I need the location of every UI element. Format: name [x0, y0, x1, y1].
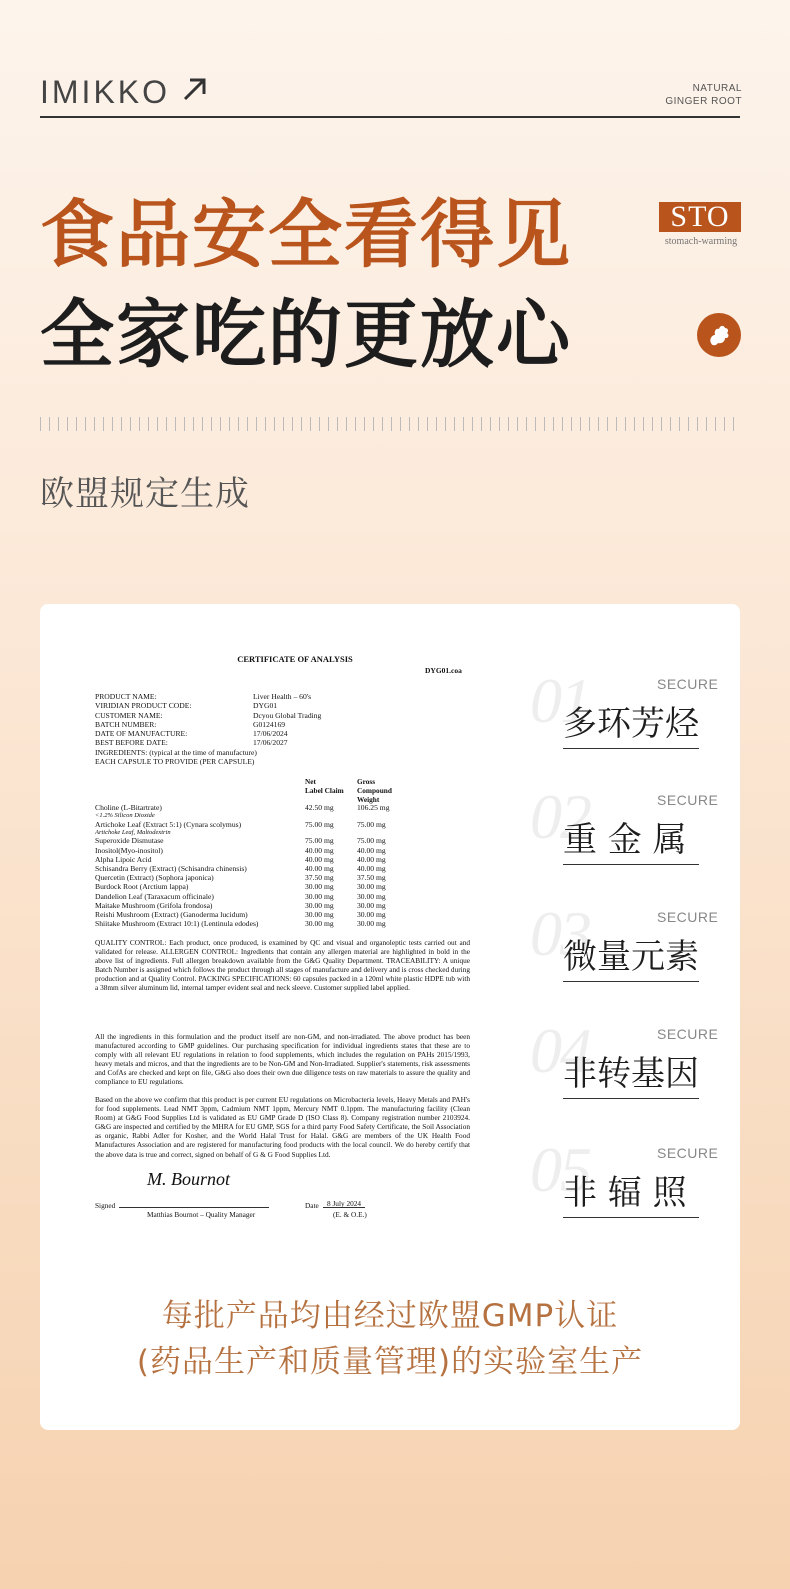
brand-logo: IMIKKO	[40, 74, 171, 110]
col-net-2: Label Claim	[305, 786, 344, 795]
ingredient-name: Reishi Mushroom (Extract) (Ganoderma lucidum)	[95, 909, 248, 919]
eu-compliance-text: Based on the above we confirm that this product is per current EU regulations on Microbacteria levels, Heavy Metals and PAH's for food supplements. Lead NMT 3ppm, Cadmium NMT 1ppm, Mercury NMT 0.1ppm. The manufacturing facility (Clean Room) at G&G Food Supplies Ltd is validated as EU GMP Grade D (ISO Class 8). Company registration number 2103924. G&G are inspected and certified by the MHRA for EU GMP, SGS for a third party Food Safety Certificate, the Soil Association as organic, Rabbi Adler for Kosher, and the World Halal Trust for Halal. G&G are members of the UK Health Food Manufactures Association and are registered for manufacturing food products with the local council. We do hereby certify that the above data is true and correct, signed on behalf of G & G Food Supplies Ltd.	[95, 1095, 470, 1159]
secure-item-label: SECURE	[657, 909, 719, 925]
net-label-claim: 40.00 mg	[305, 845, 334, 855]
table-row	[95, 803, 475, 812]
ingredient-name: Schisandra Berry (Extract) (Schisandra chinensis)	[95, 863, 247, 873]
field-key: DATE OF MANUFACTURE:	[95, 729, 188, 739]
table-row	[95, 873, 475, 882]
table-row	[95, 901, 475, 910]
secure-item-label: SECURE	[657, 792, 719, 808]
col-net: Net	[305, 777, 316, 786]
signature-line	[119, 1207, 269, 1208]
field-key: CUSTOMER NAME:	[95, 710, 163, 720]
gross-weight: 106.25 mg	[357, 803, 390, 812]
ingredient-note: Artichoke Leaf, Maltodextrin	[95, 828, 171, 836]
signed-label: Signed	[95, 1201, 116, 1210]
secure-item-number: 03	[530, 898, 590, 969]
net-label-claim: 40.00 mg	[305, 863, 334, 873]
field-value: 17/06/2027	[253, 738, 288, 748]
sto-badge: STO	[659, 202, 741, 232]
headline-line1: 食品安全看得见	[40, 192, 572, 278]
field-value: DYG01	[253, 701, 278, 711]
gmp-statement-text: All the ingredients in this formulation and the product itself are non-GM, and non-irradiated. The above product has been manufactured according to GMP guidelines. Our purchasing specification for individual ingredients states that these are to comply with all relevant EU regulations in relation to food supplements, which includes the regulation on PAHs 2015/1993, heavy metals and micros, and that the ingredients are to be Non-GM and Non-Irradiated. Supplier's statements, risk assessments and CofAs are checked and kept on file, G&G also does their own due diligence tests on raw materials to assure the quality and compliance to EU regulations.	[95, 1032, 470, 1087]
gross-weight: 30.00 mg	[357, 909, 386, 919]
secure-item-number: 01	[530, 665, 590, 736]
secure-item-underline	[563, 1217, 699, 1218]
secure-item-label: SECURE	[657, 676, 719, 692]
gross-weight: 30.00 mg	[357, 900, 386, 910]
ingredient-name: Choline (L-Bitartrate)	[95, 803, 162, 812]
secure-item-underline	[563, 864, 699, 865]
table-row	[95, 864, 475, 873]
field-value: G0124169	[253, 719, 286, 729]
date-value: 8 July 2024	[327, 1199, 362, 1208]
ingredient-name: Inositol(Myo-inositol)	[95, 845, 163, 855]
table-row	[95, 919, 475, 928]
gross-weight: 75.00 mg	[357, 819, 386, 829]
certificate-title: CERTIFICATE OF ANALYSIS	[237, 654, 353, 664]
net-label-claim: 40.00 mg	[305, 854, 334, 864]
field-value: 17/06/2024	[253, 729, 288, 739]
bottom-text-line2: (药品生产和质量管理)的实验室生产	[136, 1344, 644, 1380]
eoe-note: (E. & O.E.)	[333, 1210, 367, 1219]
col-gross-2: Compound Weight	[357, 786, 392, 804]
secure-item	[530, 781, 720, 900]
ingredient-note: <1.2% Silicon Dioxide	[95, 812, 155, 820]
gross-weight: 75.00 mg	[357, 836, 386, 846]
net-label-claim: 75.00 mg	[305, 836, 334, 846]
table-row	[95, 846, 475, 855]
secure-item-text: 重 金 属	[563, 820, 687, 860]
field-key: BEST BEFORE DATE:	[95, 738, 168, 748]
table-row	[95, 836, 475, 845]
field-key: VIRIDIAN PRODUCT CODE:	[95, 701, 192, 711]
net-label-claim: 30.00 mg	[305, 919, 334, 929]
ginger-icon	[697, 313, 741, 357]
bottom-text-line1: 每批产品均由经过欧盟GMP认证	[161, 1298, 619, 1334]
arrow-up-right-icon	[182, 76, 208, 102]
net-label-claim: 30.00 mg	[305, 900, 334, 910]
table-row	[95, 855, 475, 864]
gross-weight: 40.00 mg	[357, 854, 386, 864]
secure-item-underline	[563, 1098, 699, 1099]
gross-weight: 40.00 mg	[357, 845, 386, 855]
certificate-field-row	[95, 701, 321, 710]
ingredient-column-headers	[305, 777, 437, 804]
brand-sub-line1: NATURAL	[692, 83, 742, 94]
secure-item-number: 02	[530, 781, 590, 852]
ingredient-name: Artichoke Leaf (Extract 5:1) (Cynara scolymus)	[95, 819, 242, 829]
certificate-field-row	[95, 720, 321, 729]
net-label-claim: 75.00 mg	[305, 819, 334, 829]
certificate-fields	[95, 692, 321, 766]
signature: M. Bournot	[147, 1169, 230, 1189]
ingredient-name: Shiitake Mushroom (Extract 10:1) (Lentinula edodes)	[95, 919, 259, 929]
secure-item-text: 微量元素	[563, 937, 699, 977]
table-row	[95, 892, 475, 901]
secure-item-label: SECURE	[657, 1026, 719, 1042]
certificate-field-row	[95, 729, 321, 738]
ingredient-name: Maitake Mushroom (Grifola frondosa)	[95, 900, 213, 910]
certificate-code: DYG01.coa	[425, 666, 462, 675]
gross-weight: 30.00 mg	[357, 919, 386, 929]
section-subtitle: 欧盟规定生成	[40, 474, 250, 514]
gross-weight: 30.00 mg	[357, 891, 386, 901]
table-row	[95, 820, 475, 829]
secure-item-text: 非转基因	[563, 1054, 699, 1094]
gross-weight: 30.00 mg	[357, 882, 386, 892]
secure-item-underline	[563, 981, 699, 982]
ginger-badge	[697, 313, 741, 357]
table-row	[95, 882, 475, 891]
net-label-claim: 37.50 mg	[305, 873, 334, 883]
ingredient-name: Dandelion Leaf (Taraxacum officinale)	[95, 891, 214, 901]
secure-item	[530, 665, 720, 784]
net-label-claim: 30.00 mg	[305, 909, 334, 919]
gross-weight: 40.00 mg	[357, 863, 386, 873]
secure-item-underline	[563, 748, 699, 749]
table-row	[95, 910, 475, 919]
brand-subtitle	[665, 82, 742, 108]
certificate-field-row	[95, 757, 321, 766]
ingredient-name: Quercetin (Extract) (Sophora japonica)	[95, 873, 214, 883]
brand-sub-line2: GINGER ROOT	[665, 96, 742, 107]
ingredient-name: Superoxide Dismutase	[95, 836, 164, 846]
certificate-field-row	[95, 711, 321, 720]
field-key: BATCH NUMBER:	[95, 719, 157, 729]
signer-name: Matthias Bournot – Quality Manager	[147, 1210, 256, 1219]
net-label-claim: 30.00 mg	[305, 882, 334, 892]
field-value: Liver Health – 60's	[253, 692, 312, 701]
secure-item	[530, 898, 720, 1017]
field-key: EACH CAPSULE TO PROVIDE (PER CAPSULE)	[95, 757, 255, 767]
certificate-field-row	[95, 748, 321, 757]
date-label: Date	[305, 1201, 319, 1210]
quality-control-text: QUALITY CONTROL: Each product, once produced, is examined by QC and visual and organoleptic tests carried out and validated for release. ALLERGEN CONTROL: Ingredients that contain any allergen material are highlighted in bold in the above list of ingredients. Full allergen breakdown available from the G&G Quality Department. TRACEABILITY: A unique Batch Number is assigned which follows the product through all stages of manufacture and delivery and is cross checked during production and at Quality Control. PACKING SPECIFICATIONS: 60 capsules packed in a 120ml white plastic HDPE tub with a 38mm silver aluminum lid, internal tamper evident seal and neck sleeve. Customer supplied label applied.	[95, 938, 470, 993]
secure-item-number: 04	[530, 1015, 590, 1086]
net-label-claim: 42.50 mg	[305, 803, 334, 812]
gross-weight: 37.50 mg	[357, 873, 386, 883]
col-gross: Gross	[357, 777, 376, 786]
secure-item-text: 多环芳烃	[563, 704, 699, 744]
field-key: INGREDIENTS: (typical at the time of manufacture)	[95, 747, 257, 757]
sto-subtitle: stomach-warming	[664, 236, 738, 247]
ingredient-name: Burdock Root (Arctium lappa)	[95, 882, 189, 892]
secure-item	[530, 1015, 720, 1134]
certificate-field-row	[95, 692, 321, 701]
net-label-claim: 30.00 mg	[305, 891, 334, 901]
ingredient-table	[95, 803, 475, 928]
header-divider	[40, 116, 740, 118]
field-value: Dcyou Global Trading	[253, 710, 322, 720]
certificate-field-row	[95, 738, 321, 747]
headline-line2: 全家吃的更放心	[40, 292, 572, 378]
ingredient-name: Alpha Lipoic Acid	[95, 854, 152, 864]
ruler-decoration	[40, 417, 742, 431]
secure-item	[530, 1134, 720, 1253]
secure-item-number: 05	[530, 1134, 590, 1205]
secure-item-text: 非 辐 照	[563, 1173, 687, 1213]
field-key: PRODUCT NAME:	[95, 692, 157, 701]
secure-item-label: SECURE	[657, 1145, 719, 1161]
